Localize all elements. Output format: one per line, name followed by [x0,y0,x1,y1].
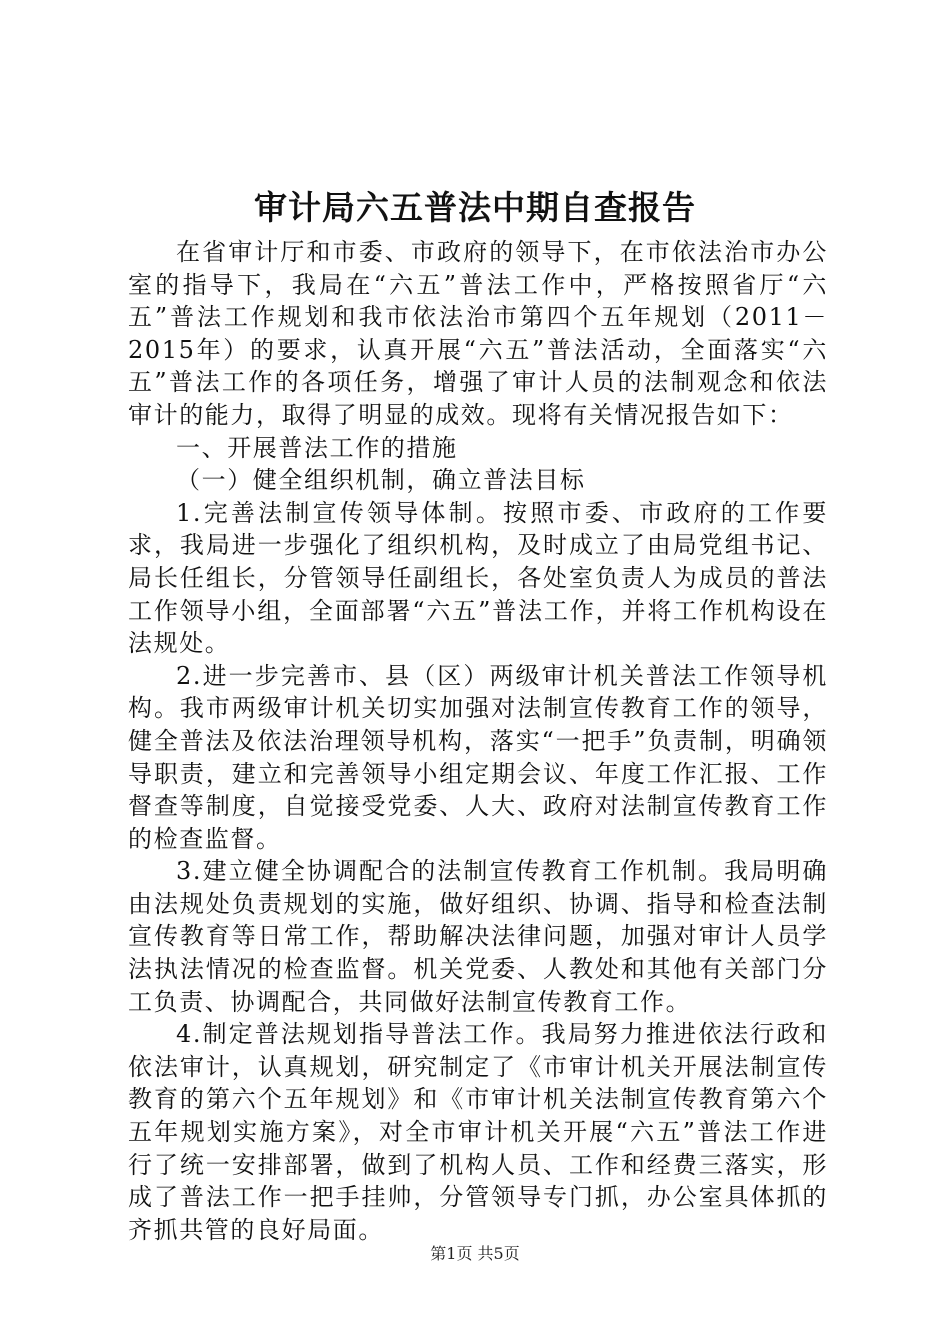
body-paragraph: 2.进一步完善市、县（区）两级审计机关普法工作领导机构。我市两级审计机关切实加强对法制宣传教育工作的领导，健全普法及依法治理领导机构，落实“一把手”负责制，明确领导职责，建立和完善领导小组定期会议、年度工作汇报、工作督查等制度，自觉接受党委、人大、政府对法制宣传教育工作的检查监督。 [128,661,828,853]
document-body [128,236,828,1246]
body-paragraph: 3.建立健全协调配合的法制宣传教育工作机制。我局明确由法规处负责规划的实施，做好组织、协调、指导和检查法制宣传教育等日常工作，帮助解决法律问题，加强对审计人员学法执法情况的检查监督。机关党委、人教处和其他有关部门分工负责、协调配合，共同做好法制宣传教育工作。 [128,857,828,1016]
body-paragraph: 1.完善法制宣传领导体制。按照市委、市政府的工作要求，我局进一步强化了组织机构，及时成立了由局党组书记、局长任组长，分管领导任副组长，各处室负责人为成员的普法工作领导小组，全面部署“六五”普法工作，并将工作机构设在法规处。 [128,498,828,658]
page-footer: 第1页 共5页 [430,1244,520,1263]
body-paragraph: 4.制定普法规划指导普法工作。我局努力推进依法行政和依法审计，认真规划，研究制定了《市审计机关开展法制宣传教育的第六个五年规划》和《市审计机关法制宣传教育第六个五年规划实施方案》，对全市审计机关开展“六五”普法工作进行了统一安排部署，做到了机构人员、工作和经费三落实，形成了普法工作一把手挂帅，分管领导专门抓，办公室具体抓的齐抓共管的良好局面。 [128,1020,828,1244]
intro-paragraph: 在省审计厅和市委、市政府的领导下，在市依法治市办公室的指导下，我局在“六五”普法工作中，严格按照省厅“六五”普法工作规划和我市依法治市第四个五年规划（2011－2015年）的要求，认真开展“六五”普法活动，全面落实“六五”普法工作的各项任务，增强了审计人员的法制观念和依法审计的能力，取得了明显的成效。现将有关情况报告如下： [128,238,828,429]
subsection-heading: （一）健全组织机制，确立普法目标 [176,466,586,495]
document-title: 审计局六五普法中期自查报告 [254,188,696,227]
section-heading: 一、开展普法工作的措施 [176,433,458,462]
